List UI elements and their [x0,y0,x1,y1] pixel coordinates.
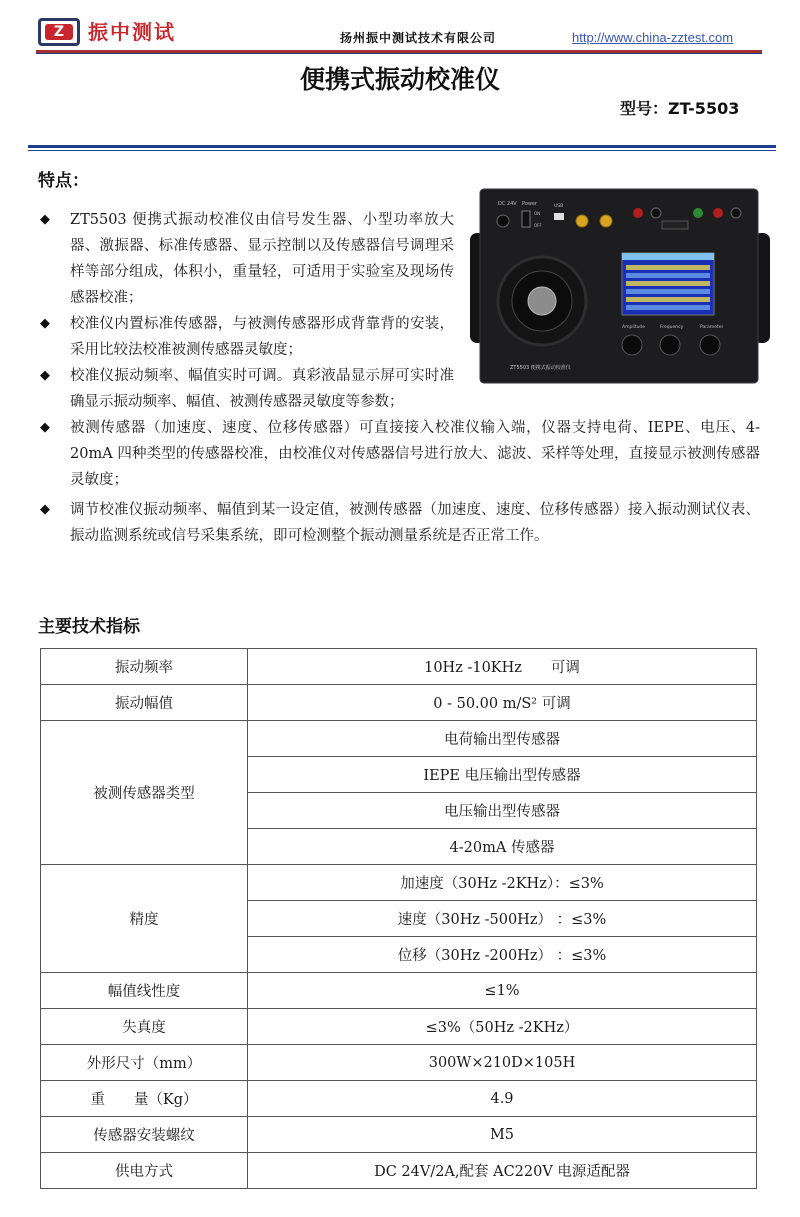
website-link[interactable]: http://www.china-zztest.com [572,30,734,45]
spec-label: 幅值线性度 [41,973,248,1009]
header-divider-thin [36,53,762,54]
lcd-header [622,253,714,260]
table-row [41,1009,757,1045]
lcd-row [626,297,710,302]
spec-table [40,648,757,1189]
usb-port [554,213,564,220]
shaker-head [528,287,556,315]
power-switch-label: Power [522,201,538,207]
feature-item [40,207,454,311]
table-row [41,721,757,757]
feature-item [40,415,760,493]
table-row [41,1081,757,1117]
bullet-icon: ◆ [40,368,50,383]
spec-value: 4-20mA 传感器 [248,829,757,865]
spec-label: 振动幅值 [41,685,248,721]
spec-value: 4.9 [248,1081,757,1117]
power-switch [522,211,530,227]
on-label: ON [534,211,541,216]
table-row [41,1045,757,1081]
spec-value: 10Hz -10KHz 可调 [248,649,757,685]
table-row [41,1117,757,1153]
model-number: 型号：ZT-5503 [620,99,740,118]
spec-label: 重 量（Kg） [41,1081,248,1117]
spec-value: 加速度（30Hz -2KHz）：≤3% [248,865,757,901]
brand-plate: ZT5503 便携式振动校准仪 [510,365,571,371]
amplitude-knob [622,335,642,355]
table-row [41,649,757,685]
knob-label-amplitude: Amplitude [622,325,646,330]
spec-value: 速度（30Hz -500Hz） ：≤3% [248,901,757,937]
spec-value: 位移（30Hz -200Hz） ：≤3% [248,937,757,973]
feature-text: 校准仪振动频率、幅值实时可调。真彩液晶显示屏可实时准确显示振动频率、幅值、被测传感器灵敏度等参数； [70,368,454,410]
bullet-icon: ◆ [40,502,50,517]
terminal-red-1 [633,208,643,218]
power-label: DC 24V [498,201,517,207]
table-row [41,973,757,1009]
spec-label: 供电方式 [41,1153,248,1189]
feature-item [40,497,760,575]
spec-label: 传感器安装螺纹 [41,1117,248,1153]
bullet-icon: ◆ [40,316,50,331]
parameter-knob [700,335,720,355]
power-socket [497,215,509,227]
usb-label: USB [554,204,564,209]
spec-label: 失真度 [41,1009,248,1045]
spec-label: 精度 [41,865,248,973]
spec-value: 电荷输出型传感器 [248,721,757,757]
company-name: 扬州振中测试技术有限公司 [340,31,497,45]
terminal-red-2 [713,208,723,218]
knob-label-frequency: Frequency [660,325,684,330]
lcd-row [626,289,710,294]
frequency-knob [660,335,680,355]
terminal-black-1 [651,208,661,218]
terminal-green-1 [693,208,703,218]
bnc-input [600,215,612,227]
feature-text: 校准仪内置标准传感器，与被测传感器形成背靠背的安装，采用比较法校准被测传感器灵敏度； [70,316,454,358]
page-header [0,0,800,56]
lcd-row [626,281,710,286]
spec-value: 0 - 50.00 m/S² 可调 [248,685,757,721]
feature-item [40,311,454,363]
spec-label: 外形尺寸（mm） [41,1045,248,1081]
terminal-black-2 [731,208,741,218]
bnc-output [576,215,588,227]
spec-label: 振动频率 [41,649,248,685]
page-title: 便携式振动校准仪 [299,65,500,94]
table-row [41,1153,757,1189]
bullet-icon: ◆ [40,420,50,435]
title-divider-thin [28,150,776,151]
spec-value: ≤3%（50Hz -2KHz） [248,1009,757,1045]
spec-value: M5 [248,1117,757,1153]
spec-value: ≤1% [248,973,757,1009]
table-row [41,685,757,721]
spec-value: 300W×210D×105H [248,1045,757,1081]
feature-item [40,363,760,415]
specs-heading: 主要技术指标 [38,617,140,637]
logo-text: 振中测试 [88,20,176,44]
lcd-row [626,265,710,270]
spec-label: 被测传感器类型 [41,721,248,865]
lcd-row [626,305,710,310]
spec-value: IEPE 电压输出型传感器 [248,757,757,793]
table-row [41,865,757,901]
off-label: OFF [534,223,542,228]
product-photo [470,185,770,385]
feature-text: 被测传感器（加速度、速度、位移传感器）可直接接入校准仪输入端，仪器支持电荷、IEPE、电压、4-20mA 四种类型的传感器校准，由校准仪对传感器信号进行放大、滤波、采样等处理，直接显示被测传感器灵敏度； [70,420,760,488]
bullet-icon: ◆ [40,212,50,227]
spec-value: 电压输出型传感器 [248,793,757,829]
connector-4-20ma [662,221,688,229]
features-heading: 特点： [38,171,89,191]
feature-text: 调节校准仪振动频率、幅值到某一设定值，被测传感器（加速度、速度、位移传感器）接入振动测试仪表、振动监测系统或信号采集系统，即可检测整个振动测量系统是否正常工作。 [70,502,760,544]
spec-value: DC 24V/2A,配套 AC220V 电源适配器 [248,1153,757,1189]
company-logo [38,18,80,46]
knob-label-parameter: Parameter [700,325,724,330]
logo-mark: Z [45,24,73,40]
lcd-row [626,273,710,278]
title-divider [28,145,776,148]
feature-text: ZT5503 便携式振动校准仪由信号发生器、小型功率放大器、激振器、标准传感器、显示控制以及传感器信号调理采样等部分组成，体积小，重量轻，可适用于实验室及现场传感器校准； [70,212,454,306]
